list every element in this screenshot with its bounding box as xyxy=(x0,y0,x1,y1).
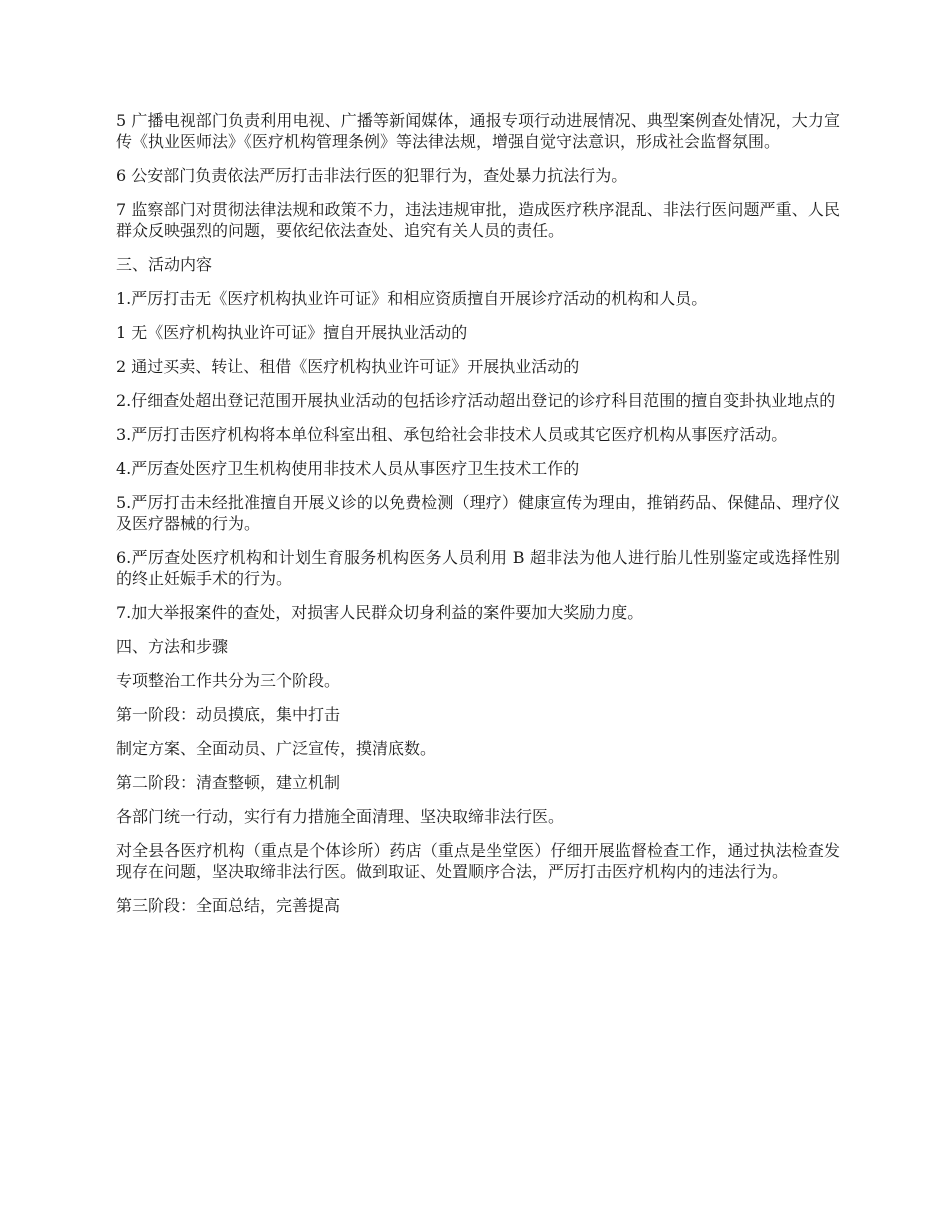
section-heading-activity-content: 三、活动内容 xyxy=(116,255,213,274)
list-item-2: 2.仔细查处超出登记范围开展执业活动的包括诊疗活动超出登记的诊疗科目范围的擅自变卦执业地点的 xyxy=(116,391,836,410)
stage-2-description: 各部门统一行动，实行有力措施全面清理、坚决取缔非法行医。 xyxy=(116,807,565,826)
section-heading-methods-steps: 四、方法和步骤 xyxy=(116,637,229,656)
list-item-5: 5.严厉打击未经批准擅自开展义诊的以免费检测（理疗）健康宣传为理由，推销药品、保健品、理疗仪及医疗器械的行为。 xyxy=(116,493,840,533)
paragraph-three-stages: 专项整治工作共分为三个阶段。 xyxy=(116,671,341,690)
list-item-6: 6.严厉查处医疗机构和计划生育服务机构医务人员利用 B 超非法为他人进行胎儿性别鉴定或选择性别的终止妊娠手术的行为。 xyxy=(116,548,840,588)
paragraph-broadcast-dept: 5 广播电视部门负责利用电视、广播等新闻媒体，通报专项行动进展情况、典型案例查处情况，大力宣传《执业医师法》《医疗机构管理条例》等法律法规，增强自觉守法意识，形成社会监督氛围。 xyxy=(116,111,840,151)
sub-item-1: 1 无《医疗机构执业许可证》擅自开展执业活动的 xyxy=(116,323,468,342)
stage-1-description: 制定方案、全面动员、广泛宣传，摸清底数。 xyxy=(116,739,437,758)
stage-3-heading: 第三阶段：全面总结，完善提高 xyxy=(116,896,341,915)
paragraph-police-dept: 6 公安部门负责依法严厉打击非法行医的犯罪行为，查处暴力抗法行为。 xyxy=(116,166,628,185)
list-item-1: 1.严厉打击无《医疗机构执业许可证》和相应资质擅自开展诊疗活动的机构和人员。 xyxy=(116,289,708,308)
list-item-3: 3.严厉打击医疗机构将本单位科室出租、承包给社会非技术人员或其它医疗机构从事医疗活动。 xyxy=(116,425,788,444)
list-item-4: 4.严厉查处医疗卫生机构使用非技术人员从事医疗卫生技术工作的 xyxy=(116,459,580,478)
stage-1-heading: 第一阶段：动员摸底，集中打击 xyxy=(116,705,341,724)
sub-item-2: 2 通过买卖、转让、租借《医疗机构执业许可证》开展执业活动的 xyxy=(116,357,580,376)
paragraph-supervision-dept: 7 监察部门对贯彻法律法规和政策不力，违法违规审批，造成医疗秩序混乱、非法行医问题严重、人民群众反映强烈的问题，要依纪依法查处、追究有关人员的责任。 xyxy=(116,200,840,240)
document-body xyxy=(116,110,840,929)
stage-2-heading: 第二阶段：清查整顿，建立机制 xyxy=(116,773,341,792)
stage-2-detail: 对全县各医疗机构（重点是个体诊所）药店（重点是坐堂医）仔细开展监督检查工作，通过执法检查发现存在问题，坚决取缔非法行医。做到取证、处置顺序合法，严厉打击医疗机构内的违法行为。 xyxy=(116,841,840,881)
list-item-7: 7.加大举报案件的查处，对损害人民群众切身利益的案件要加大奖励力度。 xyxy=(116,603,644,622)
